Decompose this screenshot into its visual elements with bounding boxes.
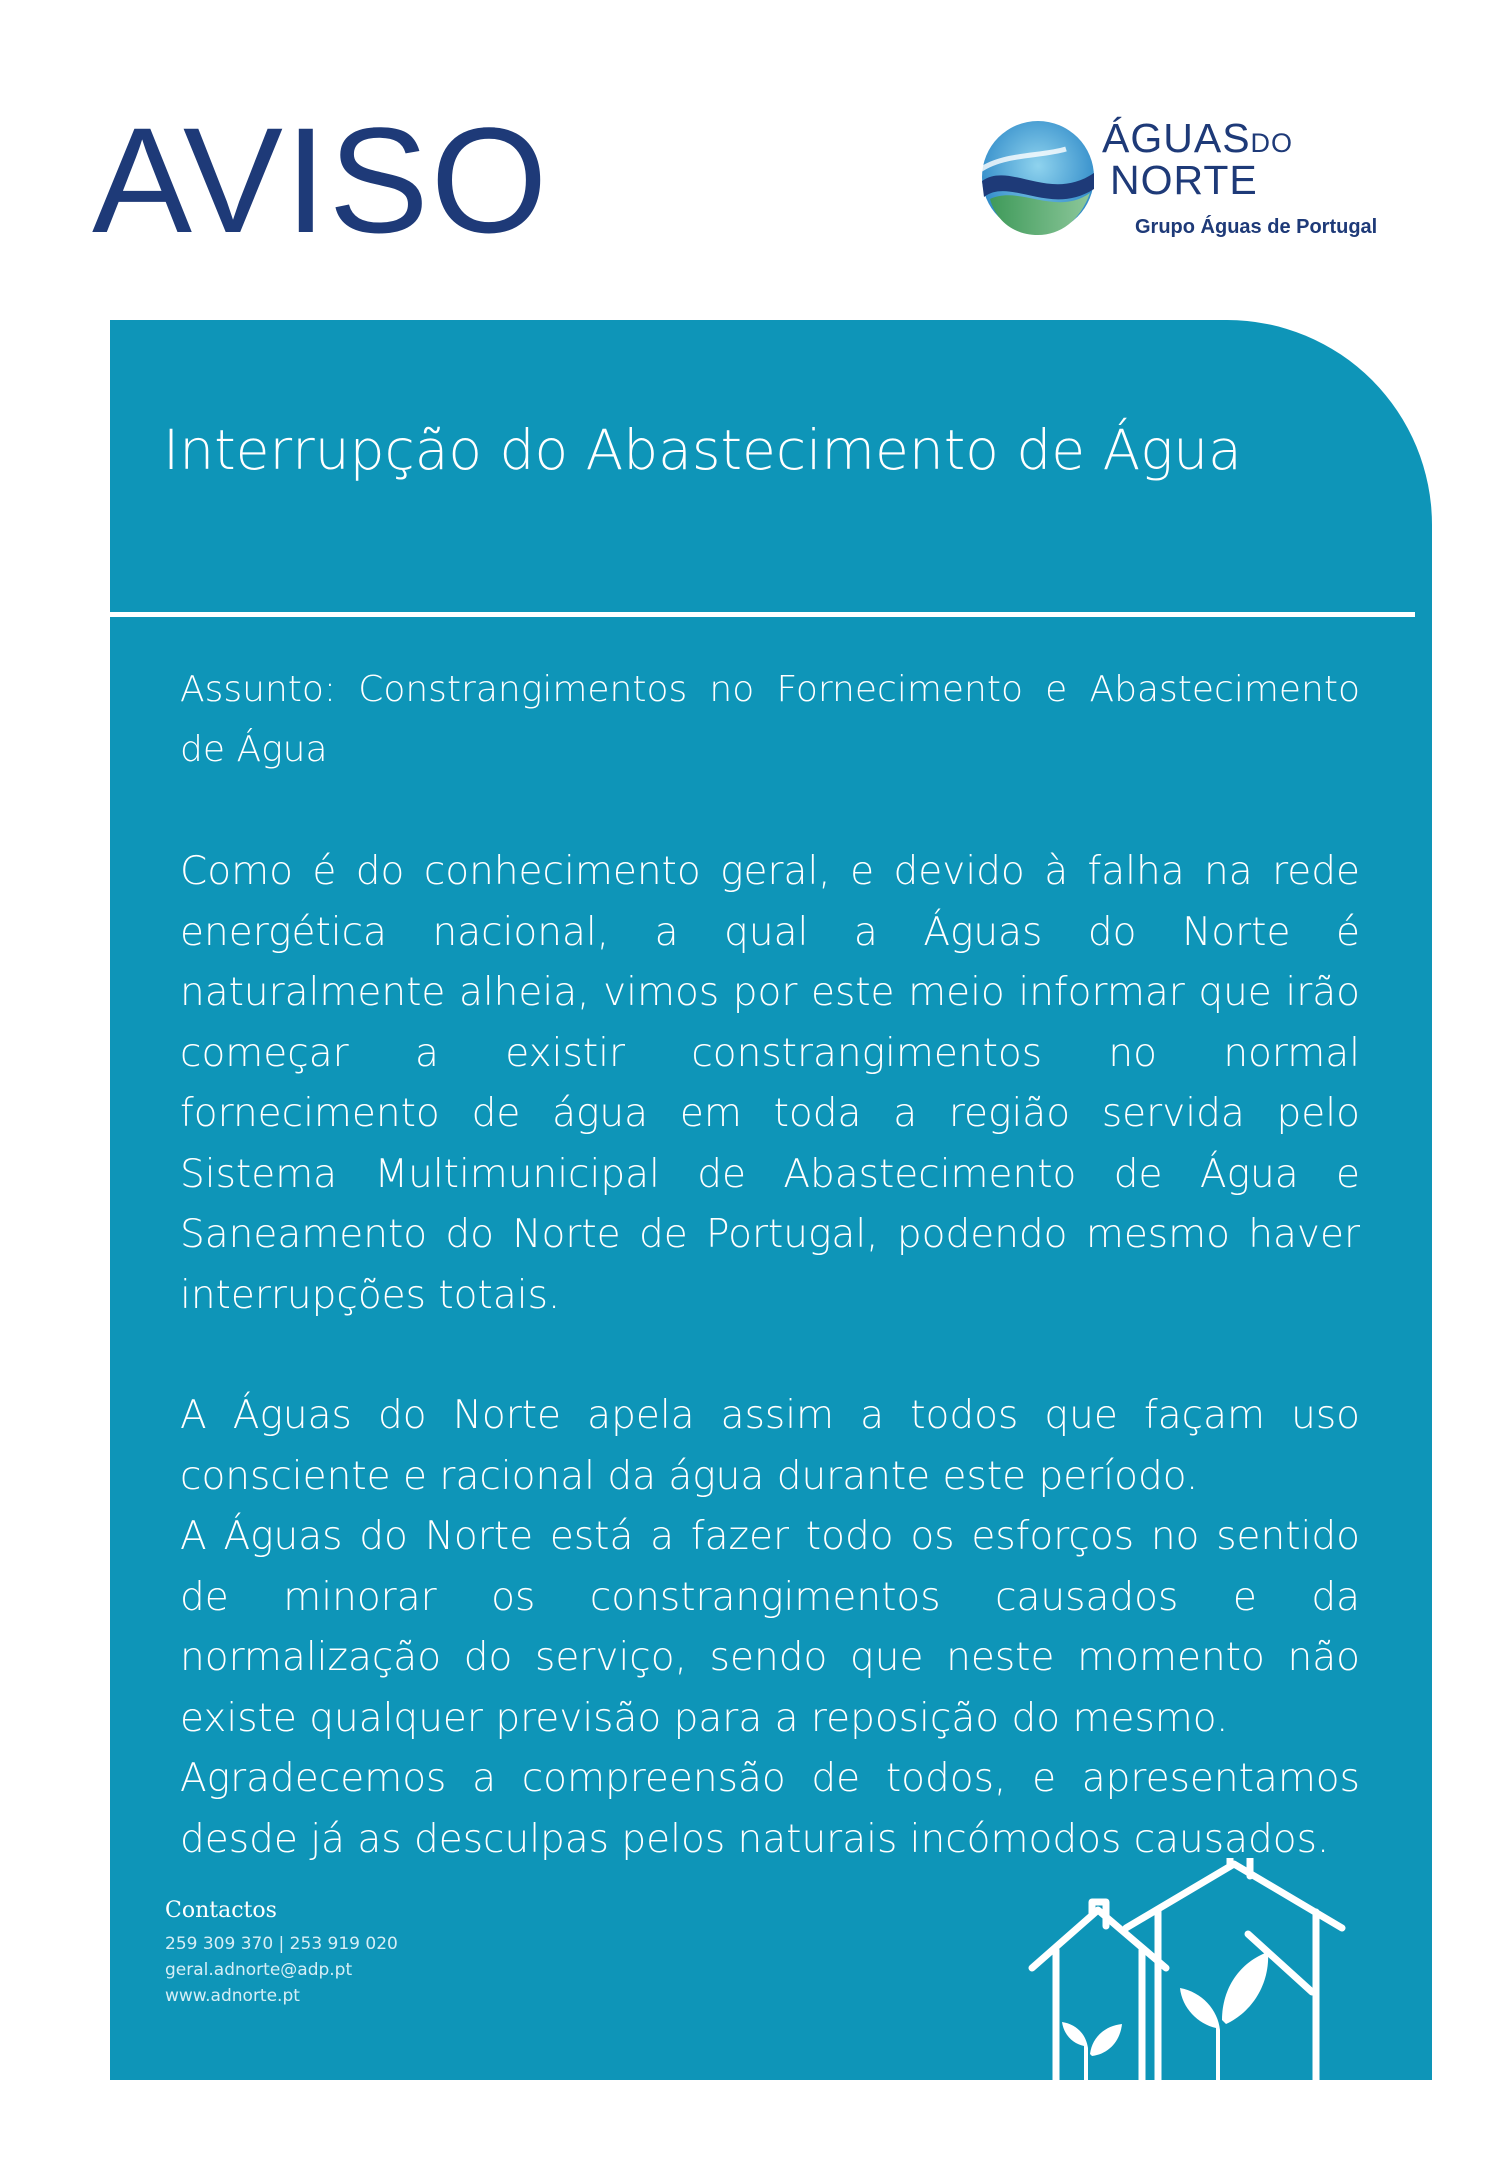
- notice-panel: [110, 320, 1432, 2080]
- paragraph-3: A Águas do Norte está a fazer todo os esforços no sentido de minorar os constrangimentos causados e da normalização do serviço, sendo que neste momento não existe qualquer previsão para a reposição do mesmo.: [180, 1514, 1360, 1741]
- subject-line: Assunto: Constrangimentos no Fornecimento e Abastecimento de Água: [180, 669, 1360, 770]
- notice-title: Interrupção do Abastecimento de Água: [163, 418, 1242, 482]
- logo-group-name: Grupo Águas de Portugal: [1135, 216, 1378, 238]
- contact-phones: 259 309 370 | 253 919 020: [165, 1934, 398, 1954]
- logo-word-aguas: ÁGUAS: [1102, 115, 1251, 161]
- contact-email[interactable]: geral.adnorte@adp.pt: [165, 1960, 353, 1980]
- aguas-do-norte-logo: [970, 105, 1430, 255]
- contacts-block: [165, 1898, 398, 2009]
- contact-website[interactable]: www.adnorte.pt: [165, 1986, 300, 2006]
- page-title: AVISO: [92, 96, 550, 264]
- paragraph-4: Agradecemos a compreensão de todos, e apresentamos desde já as desculpas pelos naturais incómodos causados.: [180, 1756, 1360, 1862]
- notice-body: [180, 660, 1360, 1870]
- logo-word-do: DO: [1250, 128, 1294, 158]
- paragraph-2: A Águas do Norte apela assim a todos que façam uso consciente e racional da água durante este período.: [180, 1393, 1360, 1499]
- houses-with-leaves-icon: [1020, 1858, 1400, 2080]
- divider: [110, 612, 1415, 617]
- paragraph-1: Como é do conhecimento geral, e devido à falha na rede energética nacional, a qual a Águas do Norte é naturalmente alheia, vimos por este meio informar que irão começar a existir constrangimentos no normal fornecimento de água em toda a região servida pelo Sistema Multimunicipal de Abastecimento de Água e Saneamento do Norte de Portugal, podendo mesmo haver interrupções totais.: [180, 849, 1360, 1318]
- water-drop-logo-icon: [970, 113, 1100, 243]
- logo-word-norte: NORTE: [1110, 157, 1258, 203]
- contacts-title: Contactos: [165, 1898, 277, 1923]
